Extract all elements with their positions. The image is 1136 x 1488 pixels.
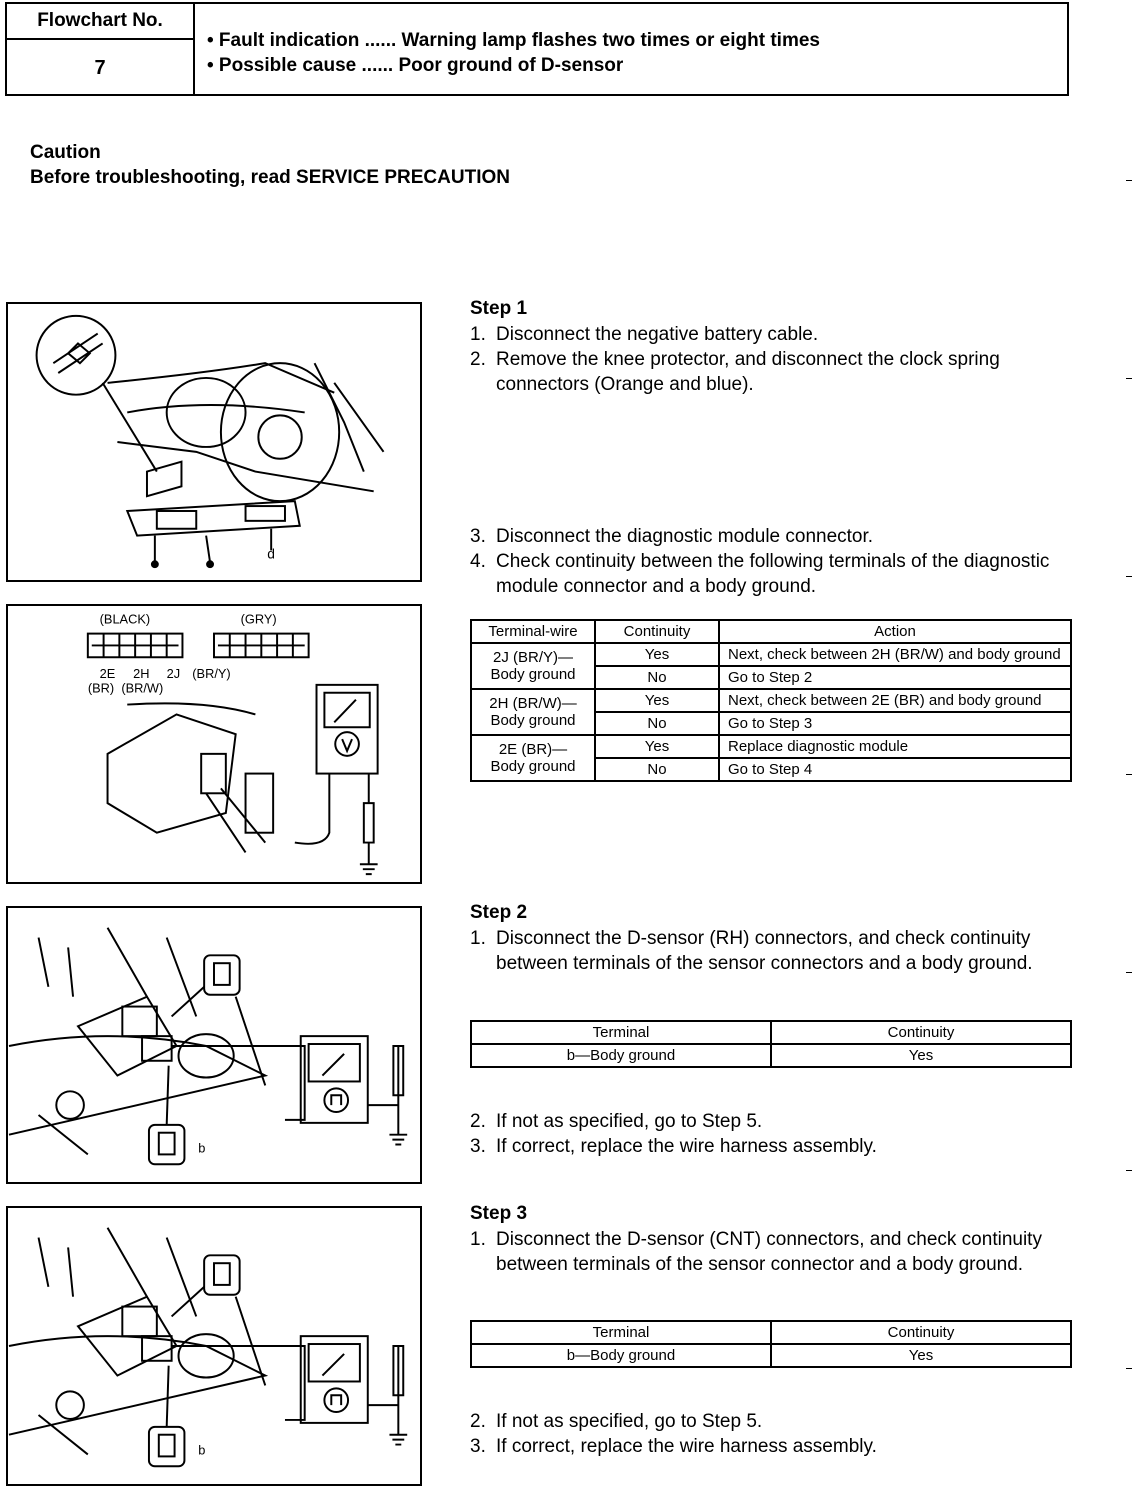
margin-tick <box>1126 1368 1132 1369</box>
table-row: No Go to Step 3 <box>471 712 1071 735</box>
figure-diagnostic-connector <box>6 604 422 884</box>
svg-text:d: d <box>267 546 275 562</box>
table-header: Continuity <box>595 620 719 643</box>
list-item: 3. If correct, replace the wire harness assembly. <box>470 1436 877 1457</box>
label-bry: (BR/Y) <box>192 665 231 681</box>
step2-title: Step 2 <box>470 902 528 923</box>
fault-summary <box>207 28 820 78</box>
step3-list-a <box>470 1227 1070 1277</box>
margin-tick <box>1126 774 1132 775</box>
table-header: Continuity <box>771 1321 1071 1344</box>
flowchart-label: Flowchart No. <box>7 4 193 40</box>
list-item: 1. Disconnect the D-sensor (CNT) connectors, and check continuity between terminals of the sensor connector and a body ground. <box>470 1229 1042 1275</box>
list-item: 2. If not as specified, go to Step 5. <box>470 1411 763 1432</box>
label-black: (BLACK) <box>99 611 151 627</box>
table-row: No Go to Step 4 <box>471 758 1071 781</box>
step1-title: Step 1 <box>470 298 528 319</box>
label-2h: 2H <box>133 665 150 681</box>
step2-list-a <box>470 926 1070 976</box>
list-item: 2. Remove the knee protector, and disconnect the clock spring connectors (Orange and blue). <box>470 349 1000 395</box>
step3-title: Step 3 <box>470 1203 528 1224</box>
margin-tick <box>1126 180 1132 181</box>
label-2j: 2J <box>166 665 181 681</box>
step2-continued <box>470 1109 1070 1159</box>
table-row: 2J (BR/Y)— Body ground Yes Next, check between 2H (BR/W) and body ground <box>471 643 1071 666</box>
step2-table <box>470 1020 1072 1068</box>
step1-list-b <box>470 524 1070 599</box>
step3-list-b <box>470 1409 1070 1459</box>
list-item: 4. Check continuity between the following terminals of the diagnostic module connector and a body ground. <box>470 551 1050 597</box>
table-row: No Go to Step 2 <box>471 666 1071 689</box>
dashboard-illustration <box>8 304 420 580</box>
table-row: b—Body ground Yes <box>471 1344 1071 1367</box>
step3-continued <box>470 1409 1070 1459</box>
table-header: Action <box>719 620 1071 643</box>
list-item: 1. Disconnect the negative battery cable. <box>470 324 819 345</box>
dsensor-rh-illustration <box>8 908 420 1182</box>
label-2e: 2E <box>99 665 116 681</box>
margin-tick <box>1126 378 1132 379</box>
list-item: 3. Disconnect the diagnostic module connector. <box>470 526 874 547</box>
fault-indication-line: • Fault indication ...... Warning lamp flashes two times or eight times <box>207 30 820 51</box>
terminal-b-label-cnt: b <box>198 1442 206 1458</box>
flowchart-number-cell <box>7 4 195 94</box>
figure-dashboard <box>6 302 422 582</box>
caution-text: Before troubleshooting, read SERVICE PRECAUTION <box>30 167 510 188</box>
table-row: b—Body ground Yes <box>471 1044 1071 1067</box>
flowchart-header <box>5 2 1069 96</box>
step1-continuity-table <box>470 619 1072 782</box>
caution-block <box>30 140 510 190</box>
connector-illustration <box>8 606 420 882</box>
step1-list-a <box>470 322 1070 397</box>
dsensor-cnt-illustration <box>8 1208 420 1484</box>
figure-dsensor-rh <box>6 906 422 1184</box>
table-row: 2H (BR/W)— Body ground Yes Next, check between 2E (BR) and body ground <box>471 689 1071 712</box>
margin-tick <box>1126 1170 1132 1171</box>
list-item: 2. If not as specified, go to Step 5. <box>470 1111 763 1132</box>
step3-table <box>470 1320 1072 1368</box>
step2-block <box>470 902 1070 976</box>
possible-cause-line: • Possible cause ...... Poor ground of D-sensor <box>207 55 624 76</box>
figure-dsensor-cnt <box>6 1206 422 1486</box>
label-br: (BR) <box>87 680 115 696</box>
table-header: Continuity <box>771 1021 1071 1044</box>
step1-continued <box>470 524 1070 599</box>
flowchart-number: 7 <box>94 56 106 79</box>
list-item: 1. Disconnect the D-sensor (RH) connectors, and check continuity between terminals of the sensor connectors and a body ground. <box>470 928 1033 974</box>
margin-tick <box>1126 972 1132 973</box>
table-header: Terminal-wire <box>471 620 595 643</box>
list-item: 3. If correct, replace the wire harness assembly. <box>470 1136 877 1157</box>
step1-block <box>470 298 1070 397</box>
table-header: Terminal <box>471 1321 771 1344</box>
label-brw: (BR/W) <box>121 680 164 696</box>
terminal-b-label-rh: b <box>198 1140 206 1156</box>
margin-tick <box>1126 576 1132 577</box>
caution-title: Caution <box>30 142 101 163</box>
label-gry: (GRY) <box>240 611 277 627</box>
table-row: 2E (BR)— Body ground Yes Replace diagnostic module <box>471 735 1071 758</box>
step3-block <box>470 1203 1070 1277</box>
step2-list-b <box>470 1109 1070 1159</box>
table-header: Terminal <box>471 1021 771 1044</box>
